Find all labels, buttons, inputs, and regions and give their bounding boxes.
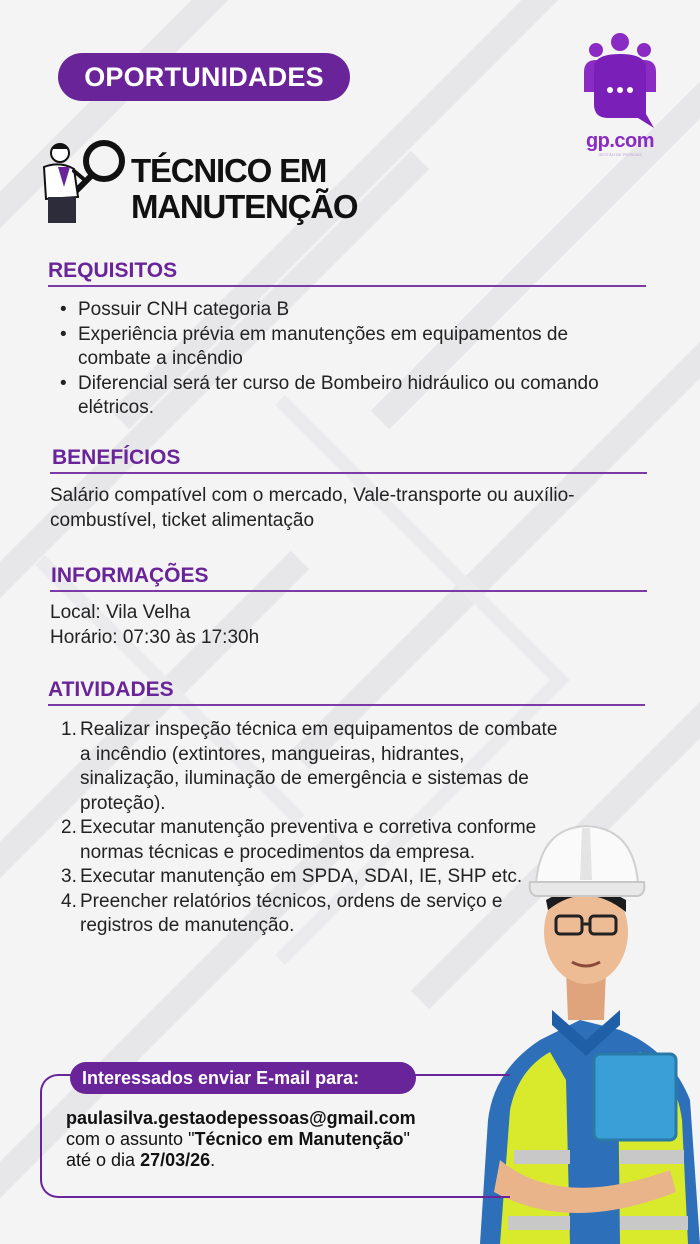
- job-title-line2: MANUTENÇÃO: [131, 188, 358, 225]
- magnifier-person-icon: [36, 137, 128, 227]
- brand-logo: [580, 32, 660, 157]
- list-item-text: Realizar inspeção técnica em equipamentos de combate a incêndio (extintores, mangueiras, hidrantes, sinalização, iluminação de emergência e sistemas de proteção).: [80, 719, 558, 814]
- list-item: • Possuir CNH categoria B: [48, 298, 642, 323]
- list-item-number: 4.: [61, 890, 77, 912]
- informacoes-local: Local: Vila Velha: [50, 602, 191, 623]
- deadline-prefix: até o dia: [66, 1150, 141, 1170]
- subject-prefix: com o assunto ": [66, 1129, 195, 1149]
- informacoes-heading: INFORMAÇÕES: [50, 564, 647, 592]
- requisitos-section: [48, 259, 646, 421]
- logo-text: gp.com: [585, 130, 655, 152]
- contact-heading-text: Interessados enviar E-mail para:: [82, 1067, 360, 1088]
- requisitos-heading: REQUISITOS: [48, 259, 646, 287]
- subject-suffix: ": [403, 1129, 410, 1149]
- beneficios-text: Salário compatível com o mercado, Vale-transporte ou auxílio-combustível, ticket alimentação: [50, 485, 575, 531]
- beneficios-section: [50, 446, 647, 533]
- requisitos-list: [48, 298, 646, 421]
- list-item-text: Executar manutenção em SPDA, SDAI, IE, SHP etc.: [80, 866, 523, 887]
- header-badge: [58, 53, 350, 101]
- header-badge-text: OPORTUNIDADES: [84, 61, 324, 92]
- people-chat-icon: [580, 32, 660, 132]
- list-item-text: Preencher relatórios técnicos, ordens de serviço e registros de manutenção.: [80, 890, 503, 936]
- list-item: • Experiência prévia em manutenções em equipamentos de combate a incêndio: [48, 323, 642, 372]
- subject-value: Técnico em Manutenção: [194, 1129, 404, 1149]
- contact-deadline: [66, 1150, 416, 1171]
- contact-details: [66, 1108, 416, 1171]
- job-title-line1: TÉCNICO EM: [131, 152, 327, 189]
- list-item: • Diferencial será ter curso de Bombeiro hidráulico ou comando elétricos.: [48, 372, 642, 421]
- deadline-suffix: .: [210, 1150, 216, 1170]
- list-item: [48, 718, 558, 816]
- list-item-number: 2.: [61, 817, 77, 838]
- list-item-number: 3.: [61, 866, 77, 887]
- logo-tagline: GESTÃO DE PESSOAS: [598, 152, 642, 157]
- list-item-number: 1.: [61, 719, 77, 740]
- atividades-heading: ATIVIDADES: [48, 678, 645, 706]
- contact-heading: [70, 1062, 416, 1094]
- beneficios-heading: BENEFÍCIOS: [50, 446, 647, 474]
- contact-subject: [66, 1129, 416, 1150]
- deadline-value: 27/03/26: [140, 1150, 211, 1170]
- job-title: [131, 153, 357, 225]
- informacoes-horario: Horário: 07:30 às 17:30h: [50, 626, 260, 648]
- informacoes-section: [50, 564, 647, 650]
- contact-email[interactable]: paulasilva.gestaodepessoas@gmail.com: [66, 1108, 416, 1128]
- list-item-text: Executar manutenção preventiva e corretiva conforme normas técnicas e procedimentos da empresa.: [80, 817, 537, 863]
